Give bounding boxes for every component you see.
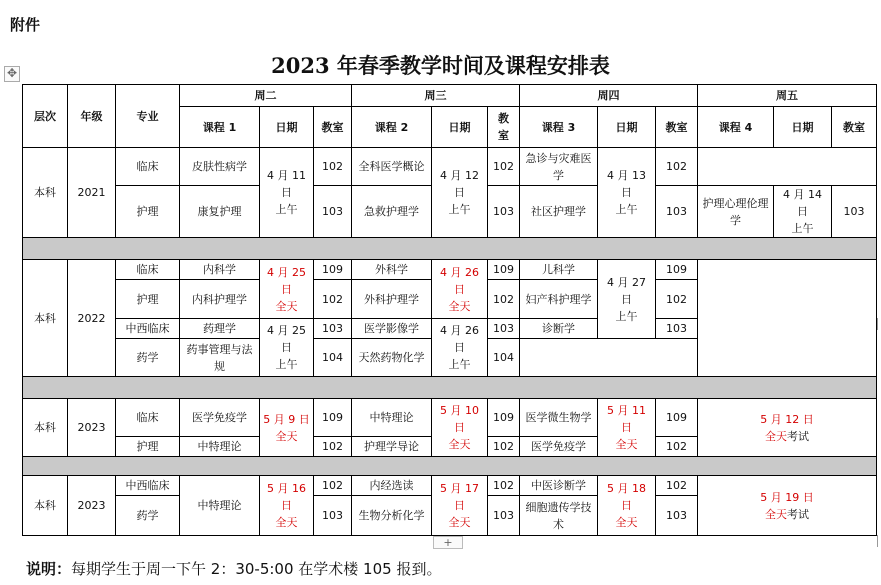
header-major: 专业 xyxy=(116,85,180,148)
header-friday: 周五 xyxy=(698,85,877,107)
course-cell: 药理学 xyxy=(180,319,260,339)
separator-row xyxy=(23,238,877,260)
course-cell: 细胞遗传学技术 xyxy=(520,496,598,536)
course-cell: 急诊与灾难医学 xyxy=(520,148,598,186)
header-wednesday: 周三 xyxy=(352,85,520,107)
major-cell: 药学 xyxy=(116,496,180,536)
major-cell: 药学 xyxy=(116,339,180,377)
exam-date: 5 月 19 日 xyxy=(760,490,814,504)
exam-label: 考试 xyxy=(787,429,809,443)
major-cell: 中西临床 xyxy=(116,319,180,339)
course-cell: 医学影像学 xyxy=(352,319,432,339)
room-cell: 103 xyxy=(314,186,352,238)
course-cell: 医学微生物学 xyxy=(520,399,598,437)
exam-date: 5 月 12 日 xyxy=(760,412,814,426)
exam-label: 考试 xyxy=(787,507,809,521)
header-level: 层次 xyxy=(23,85,68,148)
header-row-days xyxy=(23,85,877,107)
date-cell: 4 月 13 日 上午 xyxy=(598,148,656,238)
room-cell: 103 xyxy=(656,319,698,339)
date-cell: 4 月 12 日 上午 xyxy=(432,148,488,238)
major-cell: 临床 xyxy=(116,148,180,186)
header-thursday: 周四 xyxy=(520,85,698,107)
grade-cell: 2023 xyxy=(68,399,116,457)
header-date: 日期 xyxy=(774,107,832,148)
date-cell: 4 月 25 日 全天 xyxy=(260,260,314,319)
margin-marker xyxy=(873,318,878,330)
date-cell: 5 月 16 日 全天 xyxy=(260,476,314,536)
course-cell: 中医诊断学 xyxy=(520,476,598,496)
room-cell: 109 xyxy=(314,399,352,437)
major-cell: 临床 xyxy=(116,399,180,437)
room-cell: 102 xyxy=(314,148,352,186)
room-cell: 102 xyxy=(656,476,698,496)
course-cell: 外科护理学 xyxy=(352,280,432,319)
course-cell: 内科学 xyxy=(180,260,260,280)
course-cell: 生物分析化学 xyxy=(352,496,432,536)
room-cell: 102 xyxy=(488,476,520,496)
date-cell: 4 月 14 日 上午 xyxy=(774,186,832,238)
exam-allday: 全天 xyxy=(765,507,787,521)
room-cell: 102 xyxy=(314,280,352,319)
empty-cell xyxy=(698,148,877,186)
course-cell: 医学免疫学 xyxy=(520,437,598,457)
room-cell: 102 xyxy=(656,437,698,457)
room-cell: 109 xyxy=(488,399,520,437)
major-cell: 中西临床 xyxy=(116,476,180,496)
course-cell: 儿科学 xyxy=(520,260,598,280)
header-course-4: 课程 4 xyxy=(698,107,774,148)
room-cell: 109 xyxy=(488,260,520,280)
date-cell: 4 月 27 日 上午 xyxy=(598,260,656,339)
add-row-button[interactable]: + xyxy=(433,536,463,549)
header-room: 教室 xyxy=(314,107,352,148)
course-cell: 中特理论 xyxy=(352,399,432,437)
level-cell: 本科 xyxy=(23,399,68,457)
course-cell: 内科护理学 xyxy=(180,280,260,319)
grade-cell: 2022 xyxy=(68,260,116,377)
date-cell: 5 月 10 日 全天 xyxy=(432,399,488,457)
grade-cell: 2021 xyxy=(68,148,116,238)
separator-row xyxy=(23,457,877,476)
header-course-3: 课程 3 xyxy=(520,107,598,148)
date-cell: 5 月 11 日 全天 xyxy=(598,399,656,457)
friday-exam-cell xyxy=(698,399,877,457)
major-cell: 护理 xyxy=(116,280,180,319)
empty-cell xyxy=(520,339,698,377)
room-cell: 103 xyxy=(314,496,352,536)
course-cell: 内经选读 xyxy=(352,476,432,496)
major-cell: 护理 xyxy=(116,437,180,457)
room-cell: 102 xyxy=(314,476,352,496)
level-cell: 本科 xyxy=(23,148,68,238)
header-room: 教 室 xyxy=(488,107,520,148)
date-cell: 4 月 25 日 上午 xyxy=(260,319,314,377)
header-course-1: 课程 1 xyxy=(180,107,260,148)
header-room: 教室 xyxy=(832,107,877,148)
date-cell: 4 月 26 日 上午 xyxy=(432,319,488,377)
course-cell: 诊断学 xyxy=(520,319,598,339)
room-cell: 102 xyxy=(314,437,352,457)
header-date: 日期 xyxy=(260,107,314,148)
separator-row xyxy=(23,377,877,399)
level-cell: 本科 xyxy=(23,260,68,377)
table-move-handle-icon[interactable]: ✥ xyxy=(4,66,20,82)
friday-exam-cell xyxy=(698,476,877,536)
date-cell: 5 月 18 日 全天 xyxy=(598,476,656,536)
room-cell: 104 xyxy=(314,339,352,377)
header-tuesday: 周二 xyxy=(180,85,352,107)
course-cell: 中特理论 xyxy=(180,476,260,536)
header-grade: 年级 xyxy=(68,85,116,148)
note xyxy=(26,558,441,579)
level-cell: 本科 xyxy=(23,476,68,536)
course-cell: 社区护理学 xyxy=(520,186,598,238)
room-cell: 102 xyxy=(488,280,520,319)
course-cell: 医学免疫学 xyxy=(180,399,260,437)
page-title: 2023 年春季教学时间及课程安排表 xyxy=(271,53,610,78)
course-cell: 护理学导论 xyxy=(352,437,432,457)
date-cell: 4 月 26 日 全天 xyxy=(432,260,488,319)
header-date: 日期 xyxy=(432,107,488,148)
schedule-table xyxy=(22,84,877,536)
course-cell: 药事管理与法规 xyxy=(180,339,260,377)
table-row xyxy=(23,399,877,437)
room-cell: 102 xyxy=(488,437,520,457)
course-cell: 天然药物化学 xyxy=(352,339,432,377)
room-cell: 109 xyxy=(656,399,698,437)
date-cell: 5 月 17 日 全天 xyxy=(432,476,488,536)
table-row xyxy=(23,148,877,186)
date-cell: 4 月 11 日 上午 xyxy=(260,148,314,238)
course-cell: 急救护理学 xyxy=(352,186,432,238)
room-cell: 103 xyxy=(656,496,698,536)
header-course-2: 课程 2 xyxy=(352,107,432,148)
room-cell: 103 xyxy=(832,186,877,238)
room-cell: 103 xyxy=(488,496,520,536)
course-cell: 康复护理 xyxy=(180,186,260,238)
major-cell: 临床 xyxy=(116,260,180,280)
header-date: 日期 xyxy=(598,107,656,148)
room-cell: 109 xyxy=(314,260,352,280)
date-cell: 5 月 9 日 全天 xyxy=(260,399,314,457)
empty-cell xyxy=(698,260,877,377)
room-cell: 104 xyxy=(488,339,520,377)
room-cell: 109 xyxy=(656,260,698,280)
margin-marker xyxy=(873,535,878,547)
table-row xyxy=(23,260,877,280)
course-cell: 中特理论 xyxy=(180,437,260,457)
room-cell: 103 xyxy=(656,186,698,238)
room-cell: 102 xyxy=(656,148,698,186)
room-cell: 103 xyxy=(488,319,520,339)
header-room: 教室 xyxy=(656,107,698,148)
table-row xyxy=(23,476,877,496)
course-cell: 皮肤性病学 xyxy=(180,148,260,186)
course-cell: 妇产科护理学 xyxy=(520,280,598,319)
attachment-label: 附件 xyxy=(10,16,41,34)
exam-allday: 全天 xyxy=(765,429,787,443)
course-cell: 护理心理伦理学 xyxy=(698,186,774,238)
room-cell: 102 xyxy=(656,280,698,319)
note-label: 说明： xyxy=(26,560,72,578)
room-cell: 102 xyxy=(488,148,520,186)
room-cell: 103 xyxy=(488,186,520,238)
note-text: 每期学生于周一下午 2：30-5:00 在学术楼 105 报到。 xyxy=(71,560,442,578)
course-cell: 外科学 xyxy=(352,260,432,280)
grade-cell: 2023 xyxy=(68,476,116,536)
major-cell: 护理 xyxy=(116,186,180,238)
room-cell: 103 xyxy=(314,319,352,339)
course-cell: 全科医学概论 xyxy=(352,148,432,186)
